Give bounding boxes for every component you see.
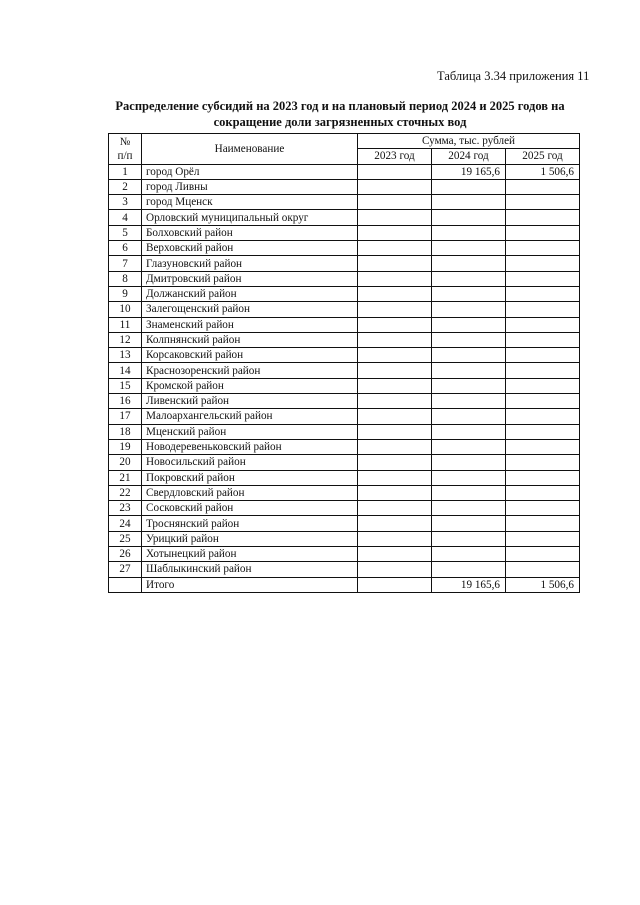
header-name: Наименование	[142, 134, 358, 165]
row-value-2024	[432, 455, 506, 470]
row-name: Новодеревеньковский район	[142, 439, 358, 454]
row-name: Кромской район	[142, 378, 358, 393]
header-year-2025: 2025 год	[506, 149, 580, 164]
row-value-2023	[358, 302, 432, 317]
table-row	[109, 562, 580, 577]
table-row	[109, 302, 580, 317]
row-number: 13	[109, 348, 142, 363]
row-value-2023	[358, 363, 432, 378]
row-value-2025	[506, 470, 580, 485]
row-number: 2	[109, 179, 142, 194]
row-name: Дмитровский район	[142, 271, 358, 286]
row-name: Сосковский район	[142, 501, 358, 516]
table-row	[109, 424, 580, 439]
table-row	[109, 455, 580, 470]
table-row	[109, 164, 580, 179]
header-sum-group: Сумма, тыс. рублей	[358, 134, 580, 149]
row-name: город Орёл	[142, 164, 358, 179]
row-value-2023	[358, 394, 432, 409]
row-value-2025	[506, 286, 580, 301]
row-value-2024	[432, 241, 506, 256]
row-name: Малоархангельский район	[142, 409, 358, 424]
row-number: 19	[109, 439, 142, 454]
row-value-2023	[358, 470, 432, 485]
table-row	[109, 470, 580, 485]
row-value-2023	[358, 332, 432, 347]
table-row	[109, 286, 580, 301]
row-value-2023	[358, 409, 432, 424]
row-name: Покровский район	[142, 470, 358, 485]
row-value-2025: 1 506,6	[506, 164, 580, 179]
total-row	[109, 577, 580, 592]
row-name: Верховский район	[142, 241, 358, 256]
row-number: 4	[109, 210, 142, 225]
row-value-2025	[506, 195, 580, 210]
row-value-2025	[506, 501, 580, 516]
row-number: 11	[109, 317, 142, 332]
row-name: город Мценск	[142, 195, 358, 210]
table-row	[109, 394, 580, 409]
row-number: 10	[109, 302, 142, 317]
row-name: город Ливны	[142, 179, 358, 194]
row-value-2025	[506, 455, 580, 470]
row-value-2023	[358, 210, 432, 225]
table-body	[109, 164, 580, 577]
row-number: 20	[109, 455, 142, 470]
row-value-2023	[358, 516, 432, 531]
row-value-2024	[432, 501, 506, 516]
row-number: 25	[109, 531, 142, 546]
row-number: 27	[109, 562, 142, 577]
table-row	[109, 363, 580, 378]
table-row	[109, 531, 580, 546]
row-number: 26	[109, 547, 142, 562]
row-value-2023	[358, 485, 432, 500]
table-row	[109, 317, 580, 332]
row-value-2025	[506, 409, 580, 424]
row-value-2025	[506, 241, 580, 256]
row-value-2024	[432, 210, 506, 225]
table-row	[109, 547, 580, 562]
header-number	[109, 134, 142, 165]
row-value-2023	[358, 164, 432, 179]
title-line-1: Распределение субсидий на 2023 год и на плановый период 2024 и 2025 годов на	[115, 99, 565, 113]
row-number: 15	[109, 378, 142, 393]
row-value-2025	[506, 179, 580, 194]
row-value-2024	[432, 378, 506, 393]
row-value-2023	[358, 241, 432, 256]
row-value-2024	[432, 516, 506, 531]
row-value-2023	[358, 562, 432, 577]
row-value-2024	[432, 348, 506, 363]
row-value-2024	[432, 179, 506, 194]
header-number-line1: №	[119, 135, 131, 148]
row-number: 23	[109, 501, 142, 516]
row-name: Шаблыкинский район	[142, 562, 358, 577]
row-name: Хотынецкий район	[142, 547, 358, 562]
row-name: Ливенский район	[142, 394, 358, 409]
row-name: Глазуновский район	[142, 256, 358, 271]
row-value-2025	[506, 348, 580, 363]
row-value-2023	[358, 271, 432, 286]
table-row	[109, 332, 580, 347]
row-number: 17	[109, 409, 142, 424]
row-number: 16	[109, 394, 142, 409]
row-name: Болховский район	[142, 225, 358, 240]
total-2024: 19 165,6	[432, 577, 506, 592]
row-number: 9	[109, 286, 142, 301]
row-value-2023	[358, 225, 432, 240]
row-value-2023	[358, 348, 432, 363]
row-name: Троснянский район	[142, 516, 358, 531]
row-name: Орловский муниципальный округ	[142, 210, 358, 225]
row-value-2023	[358, 179, 432, 194]
row-value-2025	[506, 225, 580, 240]
row-value-2024	[432, 286, 506, 301]
row-value-2023	[358, 455, 432, 470]
row-value-2025	[506, 210, 580, 225]
row-value-2024	[432, 409, 506, 424]
row-value-2025	[506, 363, 580, 378]
row-value-2023	[358, 256, 432, 271]
row-value-2023	[358, 547, 432, 562]
row-value-2024	[432, 195, 506, 210]
header-year-2023: 2023 год	[358, 149, 432, 164]
table-row	[109, 225, 580, 240]
table-reference-note: Таблица 3.34 приложения 11	[437, 69, 590, 83]
table-row	[109, 439, 580, 454]
row-value-2024: 19 165,6	[432, 164, 506, 179]
row-value-2023	[358, 286, 432, 301]
row-value-2025	[506, 378, 580, 393]
row-value-2024	[432, 225, 506, 240]
row-value-2025	[506, 485, 580, 500]
row-value-2023	[358, 378, 432, 393]
total-2023	[358, 577, 432, 592]
row-number: 8	[109, 271, 142, 286]
row-value-2024	[432, 424, 506, 439]
table-row	[109, 348, 580, 363]
table-row	[109, 241, 580, 256]
row-value-2025	[506, 439, 580, 454]
total-label: Итого	[142, 577, 358, 592]
table-row	[109, 256, 580, 271]
row-value-2025	[506, 394, 580, 409]
table-row	[109, 516, 580, 531]
row-number: 22	[109, 485, 142, 500]
table-row	[109, 271, 580, 286]
row-number: 21	[109, 470, 142, 485]
row-value-2024	[432, 363, 506, 378]
document-title	[100, 98, 580, 130]
row-value-2023	[358, 195, 432, 210]
subsidy-table	[108, 133, 580, 593]
header-number-line2: п/п	[117, 149, 133, 162]
table-header	[109, 134, 580, 165]
row-number: 6	[109, 241, 142, 256]
row-name: Урицкий район	[142, 531, 358, 546]
table-row	[109, 179, 580, 194]
row-value-2024	[432, 317, 506, 332]
row-number: 14	[109, 363, 142, 378]
row-value-2024	[432, 470, 506, 485]
row-value-2025	[506, 547, 580, 562]
row-value-2024	[432, 531, 506, 546]
row-value-2024	[432, 547, 506, 562]
row-name: Корсаковский район	[142, 348, 358, 363]
title-line-2: сокращение доли загрязненных сточных вод	[213, 115, 467, 129]
table-row	[109, 501, 580, 516]
row-number: 24	[109, 516, 142, 531]
row-value-2024	[432, 271, 506, 286]
row-value-2025	[506, 317, 580, 332]
row-number: 1	[109, 164, 142, 179]
row-name: Колпнянский район	[142, 332, 358, 347]
row-number: 18	[109, 424, 142, 439]
row-value-2025	[506, 256, 580, 271]
row-name: Краснозоренский район	[142, 363, 358, 378]
row-name: Залегощенский район	[142, 302, 358, 317]
row-value-2025	[506, 562, 580, 577]
row-value-2023	[358, 501, 432, 516]
table-row	[109, 210, 580, 225]
table-row	[109, 195, 580, 210]
row-value-2023	[358, 439, 432, 454]
row-value-2024	[432, 394, 506, 409]
row-value-2023	[358, 317, 432, 332]
row-number: 3	[109, 195, 142, 210]
header-year-2024: 2024 год	[432, 149, 506, 164]
row-value-2024	[432, 562, 506, 577]
total-2025: 1 506,6	[506, 577, 580, 592]
row-number: 5	[109, 225, 142, 240]
row-value-2025	[506, 516, 580, 531]
table-row	[109, 378, 580, 393]
row-value-2023	[358, 531, 432, 546]
row-value-2024	[432, 256, 506, 271]
table-row	[109, 409, 580, 424]
row-name: Должанский район	[142, 286, 358, 301]
row-name: Мценский район	[142, 424, 358, 439]
table-footer	[109, 577, 580, 592]
table-row	[109, 485, 580, 500]
row-value-2023	[358, 424, 432, 439]
row-value-2025	[506, 332, 580, 347]
row-value-2024	[432, 485, 506, 500]
row-value-2025	[506, 271, 580, 286]
row-value-2025	[506, 424, 580, 439]
row-name: Свердловский район	[142, 485, 358, 500]
row-number: 7	[109, 256, 142, 271]
row-name: Знаменский район	[142, 317, 358, 332]
row-value-2024	[432, 439, 506, 454]
row-value-2025	[506, 302, 580, 317]
row-value-2024	[432, 302, 506, 317]
total-number-cell	[109, 577, 142, 592]
row-number: 12	[109, 332, 142, 347]
row-value-2025	[506, 531, 580, 546]
row-value-2024	[432, 332, 506, 347]
row-name: Новосильский район	[142, 455, 358, 470]
